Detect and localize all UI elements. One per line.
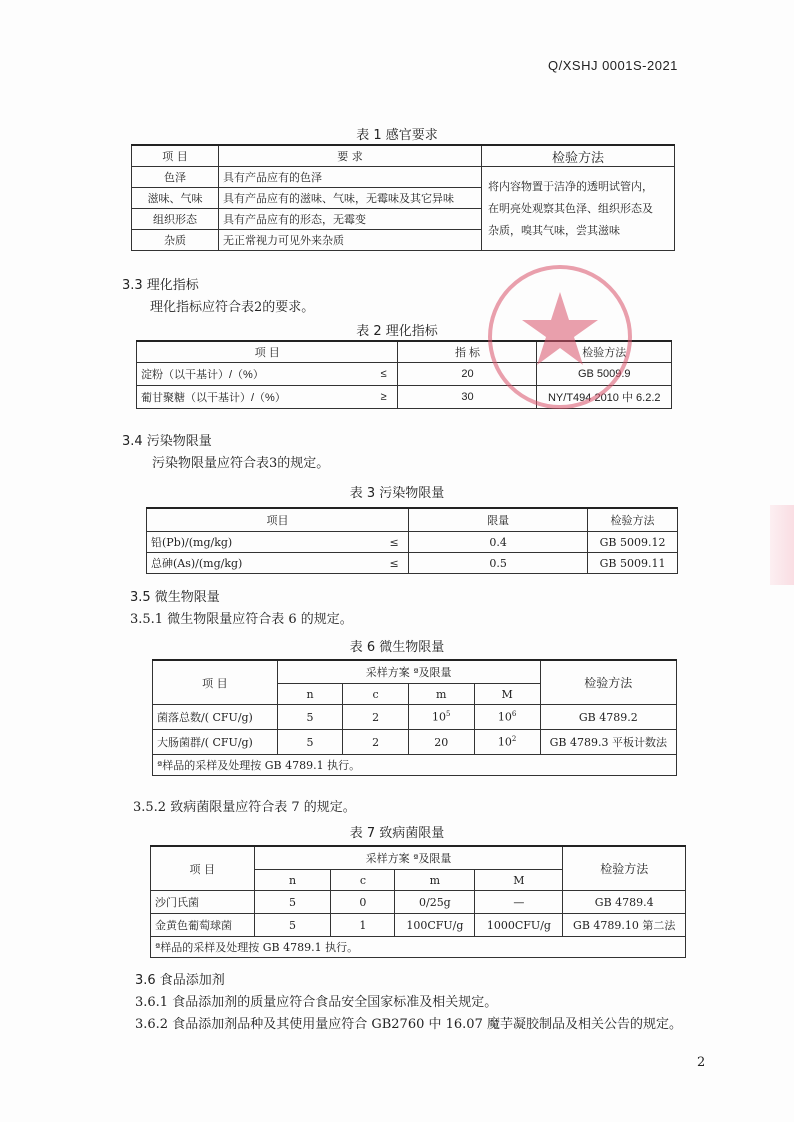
table7-head-n: n (254, 870, 331, 891)
table3-head-method: 检验方法 (588, 508, 678, 532)
table7-row2-M: 1000CFU/g (475, 914, 563, 937)
section-3-3-text: 理化指标应符合表2的要求。 (150, 300, 315, 315)
table1-method-cell (482, 167, 675, 251)
table1-head-item: 项 目 (132, 145, 219, 167)
table6-row1-m-exp: 5 (446, 710, 451, 719)
table6-head-c: c (343, 684, 409, 705)
section-3-5-title: 3.5 微生物限量 (130, 590, 220, 605)
table6-row1-n: 5 (277, 705, 343, 730)
table6-row2-item: 大肠菌群/( CFU/g) (153, 730, 278, 755)
table7-row2-c: 1 (331, 914, 395, 937)
company-seal-stamp (485, 262, 635, 412)
edge-seal-fragment (770, 505, 794, 585)
table3-head-item: 项目 (147, 508, 409, 532)
section-3-5-2-text: 3.5.2 致病菌限量应符合表 7 的规定。 (133, 800, 356, 815)
table1-head-requirement: 要 求 (219, 145, 482, 167)
table3-row2-item: 总砷(As)/(mg/kg) (147, 553, 381, 574)
table1-sensory-requirements (131, 144, 675, 251)
table7-head-plan: 采样方案 ª及限量 (254, 846, 563, 870)
table6-microbial-limits (152, 659, 677, 776)
table7-head-c: c (331, 870, 395, 891)
table6-row1-M-exp: 6 (511, 710, 517, 719)
table7-pathogen-limits (150, 845, 686, 958)
table7-row1-item: 沙门氏菌 (151, 891, 255, 914)
table7-head-m: m (395, 870, 475, 891)
table3-row2-method: GB 5009.11 (588, 553, 678, 574)
table1-head-method: 检验方法 (482, 145, 675, 167)
table7-head-method: 检验方法 (563, 846, 686, 891)
table6-head-M: M (474, 684, 540, 705)
table1-row1-req: 具有产品应有的色泽 (219, 167, 482, 188)
section-3-6-1-text: 3.6.1 食品添加剂的质量应符合食品安全国家标准及相关规定。 (135, 995, 498, 1010)
table1-row4-req: 无正常视力可见外来杂质 (219, 230, 482, 251)
section-3-6-2-text: 3.6.2 食品添加剂品种及其使用量应符合 GB2760 中 16.07 魔芋凝胶制品及相关公告的规定。 (135, 1017, 682, 1032)
section-3-4-text: 污染物限量应符合表3的规定。 (152, 456, 330, 471)
table6-row2-M (474, 730, 540, 755)
table2-head-method: 检验方法 (537, 341, 672, 363)
table2-head-item: 项 目 (137, 341, 398, 363)
table3-caption: 表 3 污染物限量 (349, 486, 445, 501)
table6-row1-c: 2 (343, 705, 409, 730)
table7-row2-item: 金黄色葡萄球菌 (151, 914, 255, 937)
table2-row1-item: 淀粉（以干基计）/（%） (137, 363, 370, 386)
table7-note: ª样品的采样及处理按 GB 4789.1 执行。 (151, 937, 686, 958)
table2-head-index: 指 标 (398, 341, 537, 363)
table6-row2-M-exp: 2 (511, 735, 517, 744)
table3-contaminants (146, 507, 678, 574)
table3-row1-method: GB 5009.12 (588, 532, 678, 553)
section-3-4-title: 3.4 污染物限量 (122, 434, 212, 449)
table2-caption: 表 2 理化指标 (356, 324, 438, 339)
table6-row1-item: 菌落总数/( CFU/g) (153, 705, 278, 730)
table2-row1-method: GB 5009.9 (537, 363, 672, 386)
table1-row4-item: 杂质 (132, 230, 219, 251)
table2-row2-method: NY/T494 2010 中 6.2.2 (537, 386, 672, 409)
table6-head-n: n (277, 684, 343, 705)
table6-row2-m: 20 (408, 730, 474, 755)
table6-row1-m-base: 10 (432, 710, 447, 724)
table3-row1-sym: ≤ (380, 532, 409, 553)
table6-note: ª样品的采样及处理按 GB 4789.1 执行。 (153, 755, 677, 776)
table7-row2-m: 100CFU/g (395, 914, 475, 937)
section-3-5-1-text: 3.5.1 微生物限量应符合表 6 的规定。 (130, 612, 353, 627)
table6-row2-method: GB 4789.3 平板计数法 (540, 730, 676, 755)
table1-row2-req: 具有产品应有的滋味、气味，无霉味及其它异味 (219, 188, 482, 209)
table1-row1-item: 色泽 (132, 167, 219, 188)
table7-row2-n: 5 (254, 914, 331, 937)
table1-row2-item: 滋味、气味 (132, 188, 219, 209)
section-3-3-title: 3.3 理化指标 (122, 278, 199, 293)
table7-row1-m: 0/25g (395, 891, 475, 914)
table6-head-plan: 采样方案 ª及限量 (277, 660, 540, 684)
table6-caption: 表 6 微生物限量 (349, 640, 445, 655)
table6-row2-M-base: 10 (497, 735, 512, 749)
table2-row2-item: 葡甘聚糖（以干基计）/（%） (137, 386, 370, 409)
table6-row2-n: 5 (277, 730, 343, 755)
table6-row1-M (474, 705, 540, 730)
table2-row1-value: 20 (398, 363, 537, 386)
table7-head-M: M (475, 870, 563, 891)
table6-head-m: m (408, 684, 474, 705)
table7-row1-M: — (475, 891, 563, 914)
table1-method-line2: 在明亮处观察其色泽、组织形态及 (488, 201, 653, 215)
table7-row1-c: 0 (331, 891, 395, 914)
table7-caption: 表 7 致病菌限量 (349, 826, 445, 841)
table6-head-item: 项 目 (153, 660, 278, 705)
table3-row1-value: 0.4 (409, 532, 588, 553)
table3-row1-item: 铅(Pb)/(mg/kg) (147, 532, 381, 553)
table6-row1-method: GB 4789.2 (540, 705, 676, 730)
table2-row1-sym: ≤ (369, 363, 398, 386)
section-3-6-title: 3.6 食品添加剂 (135, 973, 225, 988)
table6-row1-M-base: 10 (497, 710, 512, 724)
table1-method-line1: 将内容物置于洁净的透明试管内， (488, 179, 653, 193)
table7-row2-method: GB 4789.10 第二法 (563, 914, 686, 937)
table2-row2-value: 30 (398, 386, 537, 409)
document-code: Q/XSHJ 0001S-2021 (548, 58, 678, 73)
table6-head-method: 检验方法 (540, 660, 676, 705)
table2-row2-sym: ≥ (369, 386, 398, 409)
seal-star-icon (522, 292, 598, 365)
table3-head-limit: 限量 (409, 508, 588, 532)
table1-caption: 表 1 感官要求 (356, 128, 438, 143)
table3-row2-value: 0.5 (409, 553, 588, 574)
table1-row3-item: 组织形态 (132, 209, 219, 230)
table7-row1-n: 5 (254, 891, 331, 914)
page-number: 2 (697, 1055, 706, 1070)
table3-row2-sym: ≤ (380, 553, 409, 574)
table1-row3-req: 具有产品应有的形态，无霉变 (219, 209, 482, 230)
table6-row2-c: 2 (343, 730, 409, 755)
table1-method-line3: 杂质，嗅其气味，尝其滋味 (488, 223, 620, 237)
table6-row1-m (408, 705, 474, 730)
table7-row1-method: GB 4789.4 (563, 891, 686, 914)
table7-head-item: 项 目 (151, 846, 255, 891)
